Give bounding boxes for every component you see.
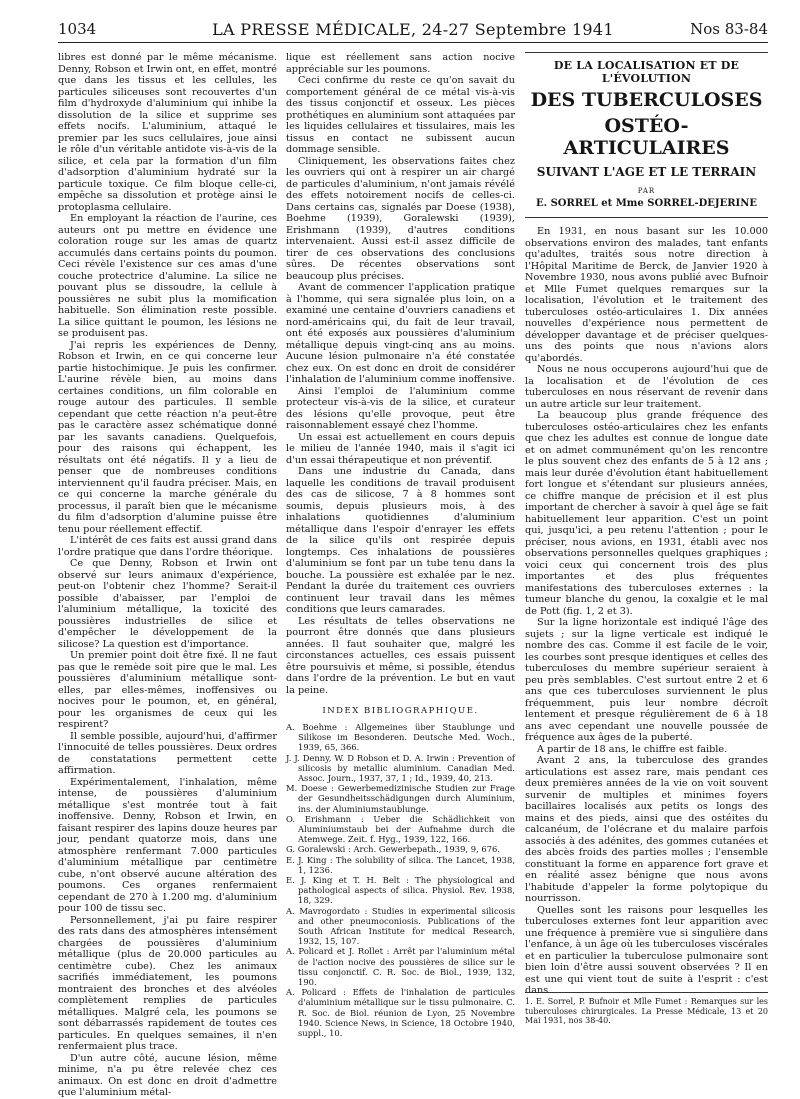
journal-title: LA PRESSE MÉDICALE, 24-27 Septembre 1941 [212, 20, 614, 39]
paragraph: A partir de 18 ans, le chiffre est faible. [537, 743, 728, 755]
bibliography-item: A. Mavrogordato : Studies in experimental silicosis and other pneumoconiosis. Publications of the South African Institute for medical Research, 1932, 15, 107. [286, 905, 515, 947]
paragraph: J'ai repris les expériences de Denny, Robson et Irwin, en ce qui concerne leur partie histochimique. Je puis les confirmer. L'aurine révèle bien, au moins dans certaines conditions, un film colorable en rouge autour des particules. Il semble cependant que cette réaction n'a peut-être pas le caractère assez schématique donné par les savants canadiens. Quelquefois, pour des raisons qui échappent, les résultats ont été négatifs. Il y a lieu de penser que de nombreuses conditions interviennent qu'il faudra préciser. Mais, en ce qui concerne la marche générale du processus, il paraît bien que le mécanisme du film d'adsorption d'alumine puisse être tenu pour réellement effectif. [58, 339, 277, 535]
paragraph: D'un autre côté, aucune lésion, même minime, n'a pu être relevée chez ces animaux. On est donc en droit d'admettre que l'aluminium métal- [58, 1052, 277, 1098]
page-number: 1034 [58, 20, 97, 38]
paragraph: En employant la réaction de l'aurine, ces auteurs ont pu mettre en évidence une coloration rouge sur les amas de quartz accumulés dans certains points du poumon. Ceci révèle l'existence sur ces amas d'une couche protectrice d'alumine. La silice ne pouvant plus se dissoudre, la cellule à poussières ne subit plus la momification habituelle. Son élimination reste possible. La silice quittant le poumon, les lésions ne se produisent pas. [58, 213, 277, 339]
paragraph: Un essai est actuellement en cours depuis le milieu de l'année 1940, mais il s'agit ici d'un essai thérapeutique et non préventif. [286, 431, 515, 466]
paragraph: Ce que Denny, Robson et Irwin ont observé sur leurs animaux d'expérience, peut-on l'obtenir chez l'homme? Serait-il possible d'abaisser, par l'emploi de l'aluminium métallique, la toxicité des poussières industrielles de silice et d'empêcher le développement de la silicose? La question est d'importance. [58, 558, 277, 650]
article-title-line-1: DES TUBERCULOSES [530, 89, 763, 111]
paragraph: Expérimentalement, l'inhalation, même intense, de poussières d'aluminium métallique s'est montrée tout à fait inoffensive. Denny, Robson et Irwin, en faisant respirer des lapins douze heures par jour, pendant quatorze mois, dans une atmosphère renfermant 7.000 particules d'aluminium métallique par centimètre cube, n'ont observé aucune altération des poumons. Ces organes renfermaient cependant de 270 à 1.200 mg. d'aluminium pour 100 de tissu sec. [58, 776, 277, 914]
paragraph: Sur la ligne horizontale est indiqué l'âge des sujets ; sur la ligne verticale est indiqué le nombre des cas. Comme il est facile de le voir, les courbes sont presque identiques et celles des tuberculoses du membre supérieur seraient à peu près semblables. C'est surtout entre 2 et 6 ans que ces tuberculoses surviennent le plus fréquemment, puis leur nombre décroît lentement et presque régulièrement de 6 à 18 ans avec cependant une nouvelle poussée de fréquence aux âges de la puberté. [525, 617, 768, 743]
paragraph: Nous ne nous occuperons aujourd'hui que de la localisation et de l'évolution de ces tuberculoses en nous réservant de revenir dans un autre article sur leur traitement. [525, 364, 768, 410]
column-2 [286, 52, 515, 1082]
paragraph: Quelles sont les raisons pour lesquelles les tuberculoses externes font leur apparition avec une fréquence à première vue si singulière dans l'enfance, à un âge où les tuberculoses viscérales et en particulier la tuberculose pulmonaire sont bien loin d'être aussi souvent observées ? Il en est une qui vient tout de suite à l'esprit : c'est dans [525, 904, 768, 996]
paragraph: libres est donné par le même mécanisme. Denny, Robson et Irwin ont, en effet, montré que dans les tissus et les cellules, les particules siliceuses sont recouvertes d'un film d'hydroxyde d'aluminium qui inhibe la dissolution de la silice et supprime ses effets nocifs. L'aluminium, attaqué le premier par les sucs cellulaires, joue ainsi le rôle d'un véritable antidote vis-à-vis de la silice, et cela par la formation d'un film d'adsorption d'aluminium hydraté sur la particule toxique. Ce film bloque celle-ci, empêche sa dissolution et protège ainsi le protoplasma cellulaire. [58, 52, 277, 213]
paragraph: L'intérêt de ces faits est aussi grand dans l'ordre pratique que dans l'ordre théorique. [58, 535, 277, 558]
article-title-line-2: OSTÉO-ARTICULAIRES [563, 115, 730, 159]
bibliography-item: A. Boehme : Allgemeines über Staublunge und Silikose im Besonderen. Deutsche Med. Woch., 1939, 65, 366. [286, 722, 515, 753]
bibliography-item: O. Erishmann : Ueber die Schädlichkeit von Aluminiumstaub bei der Aufnahme durch die Atemwege. Zeit. f. Hyg., 1939, 122, 166. [286, 813, 515, 845]
bibliography-item: J. J. Denny, W. D Robson et D. A. Irwin : Prevention of silicosis by metallic aluminium. Canadian Med. Assoc. Journ., 1937, 37, 1 ; Id., 1939, 40, 213. [286, 752, 515, 784]
page-header [58, 18, 768, 43]
article-subtitle: SUIVANT L'AGE ET LE TERRAIN [536, 165, 757, 179]
bibliography-item: M. Doese : Gewerbemedizinische Studien zur Frage der Gesundheitsschädigungen durch Aluminium, ins. der Aluminiumstaublunge. [286, 783, 515, 814]
paragraph: Cliniquement, les observations faites chez les ouvriers qui ont à respirer un air chargé de particules d'aluminium, n'ont jamais révélé des effets notoirement nocifs de celles-ci. Dans certains cas, signalés par Doese (1938), Boehme (1939), Goralewski (1939), Erishmann (1939), d'autres conditions intervenaient. Aussi est-il assez difficile de tirer de ces observations des conclusions sûres. De récentes observations sont beaucoup plus précises. [286, 155, 515, 282]
paragraph: Ceci confirme du reste ce qu'on savait du comportement général de ce métal vis-à-vis des tissus conjonctif et osseux. Les pièces prothétiques en aluminium sont attaquées par les liquides cellulaires et tissulaires, mais les tissus en contact ne subissent aucun dommage sensible. [286, 75, 515, 155]
paragraph: En 1931, en nous basant sur les 10.000 observations environ des malades, tant enfants qu'adultes, traités sous notre direction à l'Hôpital Maritime de Berck, de Janvier 1920 à Novembre 1930, nous avons publié avec Bufnoir et Mlle Fumet quelques remarques sur la localisation, l'évolution et le traitement des tuberculoses ostéo-articulaires 1. Dix années nouvelles d'expérience nous permettent de développer davantage et de préciser quelques-uns des points que nous n'avions alors qu'abordés. [525, 226, 768, 364]
bibliography-item: G. Goralewski : Arch. Gewerbepath., 1939, 9, 676. [286, 844, 501, 855]
article-heading [525, 52, 768, 218]
paragraph: Dans une industrie du Canada, dans laquelle les conditions de travail produisent des cas de silicose, 7 à 8 hommes sont soumis, depuis plusieurs mois, à des inhalations quotidiennes d'aluminium métallique dans l'espoir d'enrayer les effets de la silice qu'ils ont respirée depuis longtemps. Ces inhalations de poussières d'aluminium se font par un tube tenu dans la bouche. La poussière est exhalée par le nez. Pendant la durée du traitement ces ouvriers continuent leur travail dans les mêmes conditions que leurs camarades. [286, 466, 515, 615]
paragraph: Un premier point doit être fixé. Il ne faut pas que le remède soit pire que le mal. Les poussières d'aluminium métallique sont-elles, par elles-mêmes, inoffensives ou nocives pour le poumon, et, en général, pour les organismes de ceux qui les respirent? [58, 650, 277, 730]
bibliography-item: A. Policard : Effets de l'inhalation de particules d'aluminium métallique sur le tissu pulmonaire. C. R. Soc. de Biol. réunion de Lyon, 25 Novembre 1940. Science News, in Science, 18 Octobre 1940, suppl., 10. [286, 987, 515, 1039]
byline-par: PAR [637, 187, 656, 195]
article-authors: E. SORREL et Mme SORREL-DEJERINE [536, 198, 757, 209]
paragraph: lique est réellement sans action nocive appréciable sur les poumons. [286, 52, 515, 75]
bibliography-item: E. J. King : The solubility of silica. The Lancet, 1938, 1, 1236. [286, 854, 515, 875]
paragraph: La beaucoup plus grande fréquence des tuberculoses ostéo-articulaires chez les enfants que chez les adultes est connue de longue date et on admet communément qu'on les rencontre le plus souvent chez des enfants de 5 à 12 ans ; mais leur durée d'évolution étant habituellement fort longue et s'étendant sur plusieurs années, ce chiffre manque de précision et il est plus important de chercher à savoir à quel âge se fait habituellement leur apparition. C'est un point qui, jusqu'ici, a peu retenu l'attention ; pour le préciser, nous avions, en 1931, établi avec nos observations personnelles quelques graphiques ; voici ceux qui concernent trois des plus importantes et des plus fréquentes manifestations des tuberculoses externes : la tumeur blanche du genou, la coxalgie et le mal de Pott (fig. 1, 2 et 3). [525, 410, 768, 617]
paragraph: Les résultats de telles observations ne pourront être donnés que dans plusieurs années. Il faut souhaiter que, malgré les circonstances actuelles, ces essais puissent être poursuivis et même, si possible, étendus dans l'ordre de la prévention. Le but en vaut la peine. [286, 615, 515, 696]
issue-number: Nos 83-84 [690, 20, 768, 38]
article-kicker: DE LA LOCALISATION ET DE L'ÉVOLUTION [553, 59, 740, 85]
bibliography-title: INDEX BIBLIOGRAPHIQUE. [322, 706, 479, 716]
column-3 [525, 52, 768, 1082]
paragraph: Avant 2 ans, la tuberculose des grandes articulations est assez rare, mais pendant ces deux premières années de la vie on voit souvent survenir de multiples et minimes foyers bacillaires localisés aux petits os longs des mains et des pieds, ainsi que des ostéites du calcanéum, de l'olécrane et du malaire parfois associés à des adénites, des gommes cutanées et des abcès froids des parties molles ; l'ensemble constituant la forme en apparence fort grave et en réalité assez bénigne que nous avons l'habitude d'appeler la forme polytopique du nourrisson. [525, 755, 768, 904]
bibliography-item: A. Policard et J. Rollet : Arrêt par l'aluminium métal de l'action nocive des poussières de silice sur le tissu conjonctif. C. R. Soc. de Biol., 1939, 132, 190. [286, 946, 515, 988]
bibliography-list [286, 722, 515, 1038]
paragraph: Ainsi l'emploi de l'aluminium comme protecteur vis-à-vis de la silice, et curateur des lésions qu'elle provoque, peut être raisonnablement essayé chez l'homme. [286, 385, 515, 431]
paragraph: Avant de commencer l'application pratique à l'homme, qui sera signalée plus loin, on a examiné une centaine d'ouvriers canadiens et nord-américains qui, du fait de leur travail, ont été exposés aux poussières d'aluminium métallique depuis vingt-cinq ans au moins. Aucune lésion pulmonaire n'a été constatée chez eux. On est donc en droit de considérer l'inhalation de l'aluminium comme inoffensive. [286, 282, 515, 385]
column-1 [58, 52, 277, 1098]
paragraph: Personnellement, j'ai pu faire respirer des rats dans des atmosphères intensément chargées de poussières d'aluminium métallique (plus de 20.000 particules au centimètre cube). Chez les animaux sacrifiés immédiatement, les poumons montraient des bronches et des alvéoles complètement remplies de particules métalliques. Malgré cela, les poumons se sont débarrassés rapidement de toutes ces particules. En quelques semaines, il n'en renfermaient plus trace. [58, 914, 277, 1052]
paragraph: Il semble possible, aujourd'hui, d'affirmer l'innocuité de telles poussières. Deux ordres de constatations permettent cette affirmation. [58, 730, 277, 776]
bibliography-item: E. J. King et T. H. Belt : The physiological and pathological aspects of silica. Physiol. Rev. 1938, 18, 329. [286, 875, 515, 906]
footnote: 1. E. Sorrel, P. Bufnoir et Mlle Fumet : Remarques sur les tuberculoses chirurgicales. La Presse Médicale, 13 et 20 Mai 1931, nos 38-40. [525, 992, 768, 1026]
